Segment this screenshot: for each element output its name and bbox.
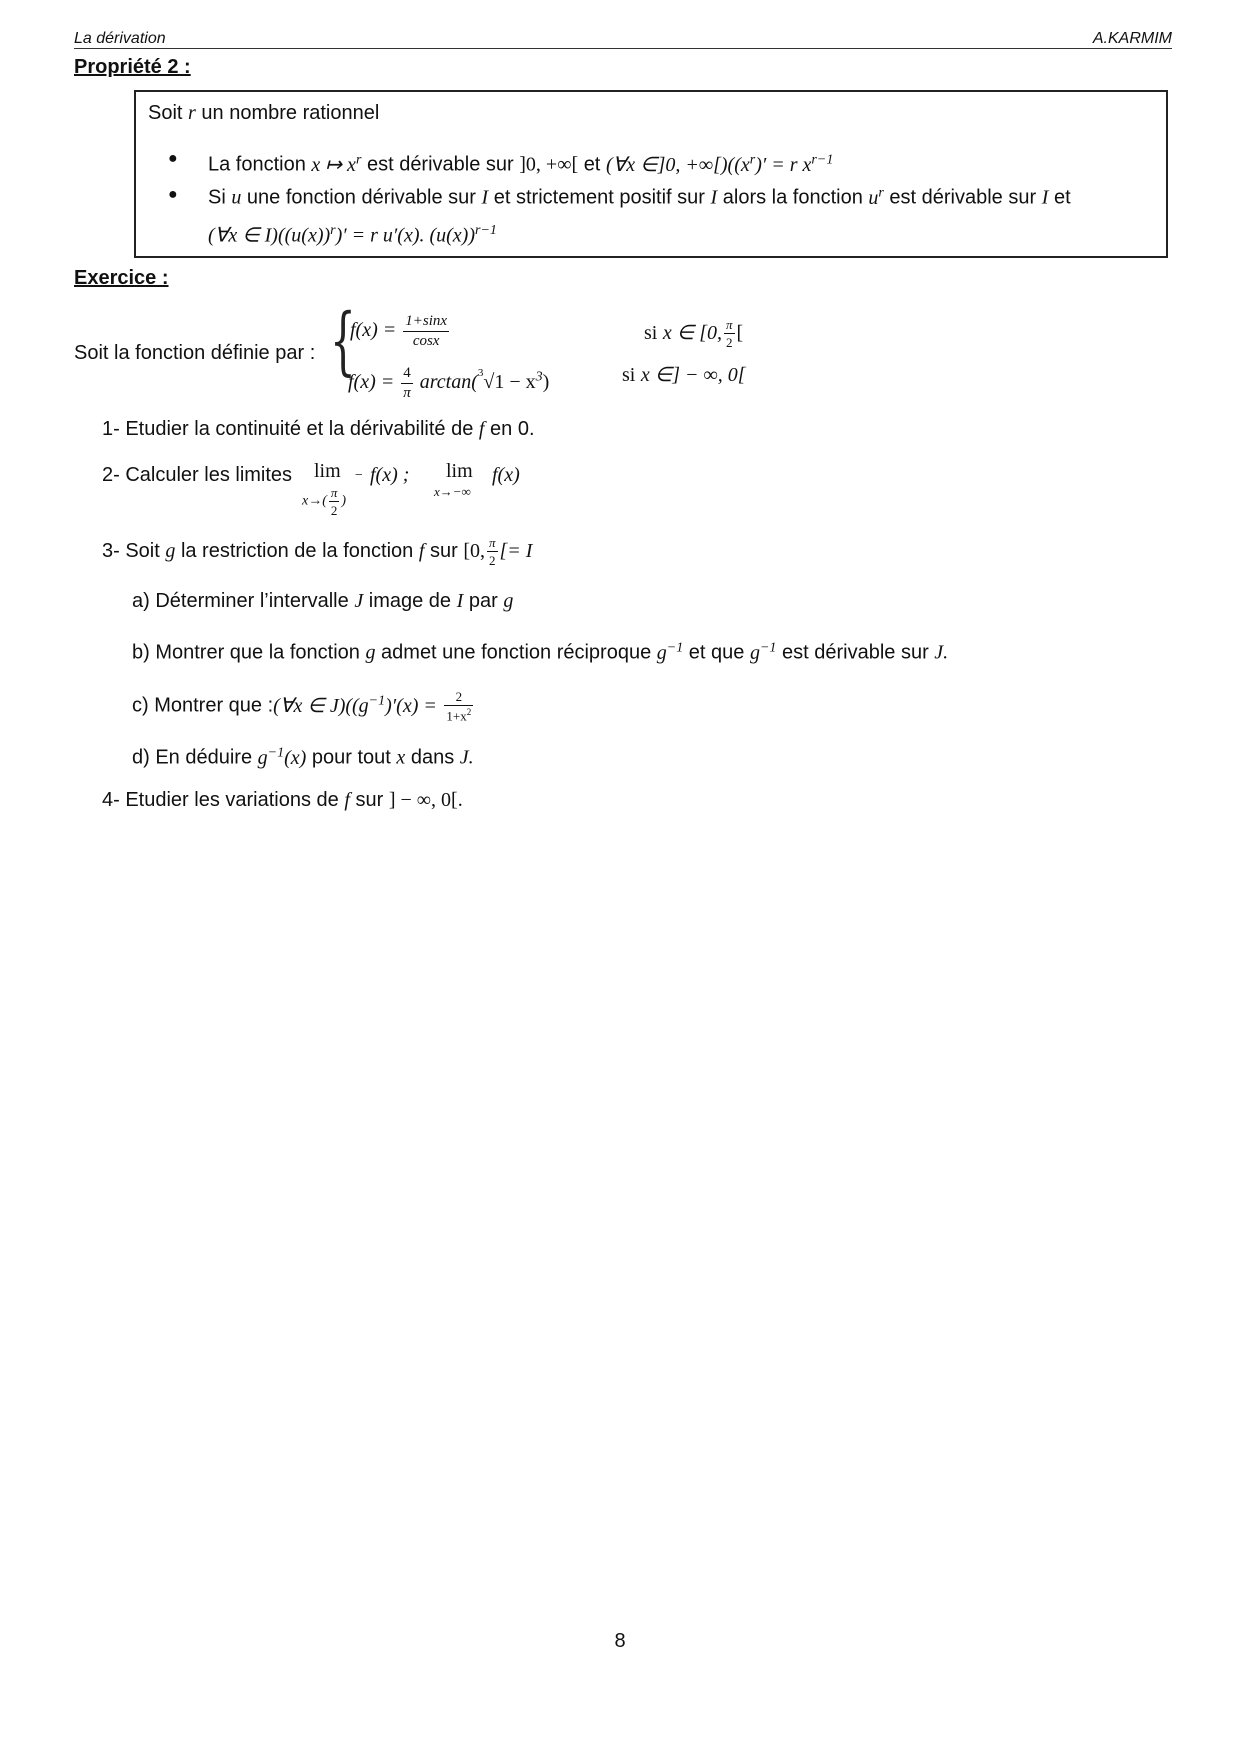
limit-1-subscript: x→( $\frac{\pi}{2}$ ) xyxy=(302,485,347,518)
piecewise-case-2: f(x) = $\frac{4}{\pi}$ $\arctan(^3√1 - x^3)$ xyxy=(348,364,550,401)
b2-t6: et xyxy=(1053,186,1071,209)
header-author: A.KARMIM xyxy=(1092,30,1172,47)
page-number: 8 xyxy=(614,1630,626,1652)
intro-rest: un nombre rationnel xyxy=(201,102,380,124)
bullet-1-dot: ● xyxy=(168,150,178,167)
question-3d: d) En déduire $g^{-1}(x)$ pour tout x dans J. xyxy=(132,745,474,769)
property-bullet-2-formula: (∀x ∈ $I)((u(x))^r)' = r$ u′(x). $(u(x))^{r-1}$ xyxy=(208,223,497,247)
b1-t2: est dérivable sur xyxy=(366,153,514,176)
b2-m5: I xyxy=(1041,186,1049,209)
intro-var: r xyxy=(188,102,196,124)
property-intro xyxy=(148,100,379,126)
question-2: 2- Calculer les limites xyxy=(102,464,293,486)
b1-m2: ]0, +∞[ xyxy=(519,153,579,176)
question-4: 4- Etudier les variations de f sur ] − ∞, 0[. xyxy=(102,789,463,811)
limit-1-sign: − xyxy=(354,468,364,483)
b1-m3: (∀x ∈]0, $+\infty[)((x^r)' = r$ $x^{r-1}$ xyxy=(605,152,834,176)
exercise-title: Exercice : xyxy=(74,267,169,289)
b2-m3: I xyxy=(710,186,718,209)
intro-text: Soit xyxy=(148,102,183,124)
limit-2-function: f(x) xyxy=(492,464,520,486)
b2-m1: u xyxy=(231,186,242,209)
piecewise-case-1: f(x) = $\frac{1+\sin x}{\cos x}$ xyxy=(350,313,448,349)
case-1-condition: si x ∈ [0, $\frac{\pi}{2}$ [ xyxy=(644,317,744,350)
b1-m1: x ↦ $x^r$ xyxy=(311,152,362,176)
b1-t3: et xyxy=(583,153,601,176)
limit-1-operator: lim xyxy=(314,460,341,482)
limit-2-operator: lim xyxy=(446,460,473,482)
b2-t3: et strictement positif sur xyxy=(493,186,705,209)
case-2-condition: si x ∈] − ∞, 0[ xyxy=(622,364,746,386)
header-divider xyxy=(74,48,1172,49)
piecewise-brace: { xyxy=(330,298,356,384)
b2-m2: I xyxy=(481,186,489,209)
b2-t1: Si xyxy=(208,186,226,209)
property-title: Propriété 2 : xyxy=(74,56,191,78)
question-3a: a) Déterminer l’intervalle J image de I par g xyxy=(132,590,514,612)
bullet-2-dot: ● xyxy=(168,186,178,203)
question-3b: b) Montrer que la fonction g admet une fonction réciproque $g^{-1}$ et que $g^{-1}$ est dérivable sur J. xyxy=(132,640,949,664)
exercise-intro: Soit la fonction définie par : xyxy=(74,342,316,364)
question-1: 1- Etudier la continuité et la dérivabilité de f en 0. xyxy=(102,418,535,440)
case2-fraction: $\frac{4}{\pi}$ xyxy=(403,364,411,401)
b2-t2: une fonction dérivable sur xyxy=(246,186,476,209)
b2-t5: est dérivable sur xyxy=(889,186,1037,209)
limit-1-function: f(x) ; xyxy=(370,464,410,486)
question-3c: c) Montrer que :(∀x ∈ $J)((g^{-1})'(x)$ = $\frac{2}{1+x^2}$ xyxy=(132,689,472,724)
b2-t4: alors la fonction xyxy=(722,186,863,209)
property-bullet-2 xyxy=(208,180,1071,211)
b1-t1: La fonction xyxy=(208,153,306,176)
question-3: 3- Soit g la restriction de la fonction f sur [0, $\frac{\pi}{2}$ [= I xyxy=(102,535,533,568)
property-bullet-1 xyxy=(208,147,833,178)
case1-fraction: $\frac{1+\sin x}{\cos x}$ xyxy=(405,313,448,349)
header-title: La dérivation xyxy=(74,30,166,47)
b2-m4: $u^r$ xyxy=(868,185,884,209)
limit-2-subscript: x→−∞ xyxy=(434,484,471,499)
